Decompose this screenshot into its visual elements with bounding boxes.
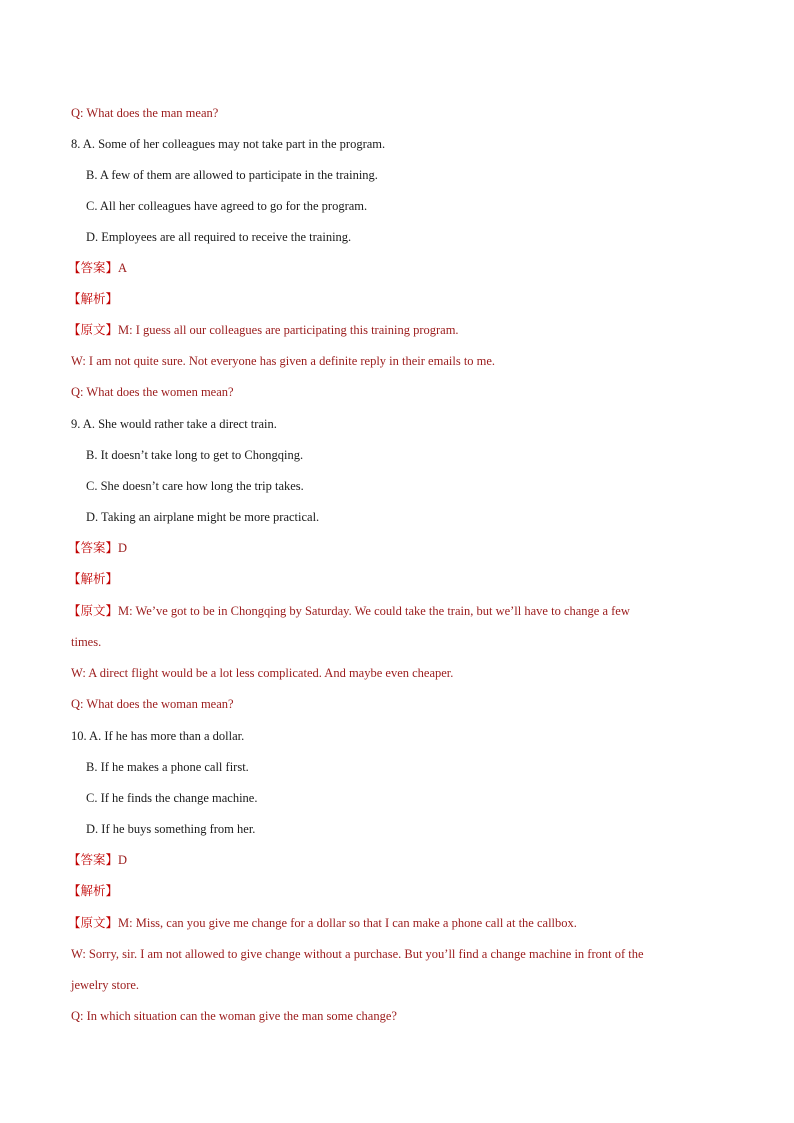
q10-option-c: C. If he finds the change machine.	[86, 791, 258, 805]
answer-value: D	[118, 853, 128, 867]
answer-label: 【答案】	[68, 853, 119, 867]
q8-answer	[68, 260, 127, 276]
q8-option-c: C. All her colleagues have agreed to go for the program.	[86, 199, 368, 213]
transcript-label: 【原文】	[68, 916, 119, 930]
q9-transcript-m-cont: times.	[71, 635, 102, 649]
q9-option-b: B. It doesn’t take long to get to Chongqing.	[86, 448, 304, 462]
q9-option-d: D. Taking an airplane might be more practical.	[86, 510, 320, 524]
q10-option-d: D. If he buys something from her.	[86, 822, 256, 836]
q8-option-b: B. A few of them are allowed to participate in the training.	[86, 168, 378, 182]
q9-option-a: 9. A. She would rather take a direct train.	[71, 417, 277, 431]
transcript-text: M: I guess all our colleagues are participating this training program.	[118, 323, 459, 337]
q10-transcript-m	[68, 915, 577, 931]
q8-option-a: 8. A. Some of her colleagues may not take part in the program.	[71, 137, 386, 151]
q8-question: Q: What does the women mean?	[71, 385, 234, 399]
answer-label: 【答案】	[68, 541, 119, 555]
transcript-label: 【原文】	[68, 323, 119, 337]
transcript-label: 【原文】	[68, 604, 119, 618]
q9-option-c: C. She doesn’t care how long the trip takes.	[86, 479, 304, 493]
q10-option-a: 10. A. If he has more than a dollar.	[71, 729, 245, 743]
transcript-text: M: We’ve got to be in Chongqing by Saturday. We could take the train, but we’ll have to change a few	[118, 604, 630, 618]
q8-transcript-w: W: I am not quite sure. Not everyone has given a definite reply in their emails to me.	[71, 354, 496, 368]
q10-answer	[68, 852, 127, 868]
answer-value: A	[118, 261, 128, 275]
q9-transcript-w: W: A direct flight would be a lot less complicated. And maybe even cheaper.	[71, 666, 454, 680]
q9-question: Q: What does the woman mean?	[71, 697, 234, 711]
q10-analysis-label: 【解析】	[68, 884, 119, 898]
q8-transcript-m	[68, 322, 459, 338]
answer-value: D	[118, 541, 128, 555]
q10-option-b: B. If he makes a phone call first.	[86, 760, 249, 774]
q9-transcript-m	[68, 603, 630, 619]
q10-transcript-w-cont: jewelry store.	[71, 978, 140, 992]
q10-transcript-w: W: Sorry, sir. I am not allowed to give change without a purchase. But you’ll find a change machine in front of the	[71, 947, 644, 961]
q8-analysis-label: 【解析】	[68, 292, 119, 306]
q7-question: Q: What does the man mean?	[71, 106, 219, 120]
q10-question: Q: In which situation can the woman give the man some change?	[71, 1009, 397, 1023]
q9-answer	[68, 540, 127, 556]
q9-analysis-label: 【解析】	[68, 572, 119, 586]
transcript-text: M: Miss, can you give me change for a dollar so that I can make a phone call at the callbox.	[118, 916, 577, 930]
q8-option-d: D. Employees are all required to receive the training.	[86, 230, 352, 244]
answer-label: 【答案】	[68, 261, 119, 275]
